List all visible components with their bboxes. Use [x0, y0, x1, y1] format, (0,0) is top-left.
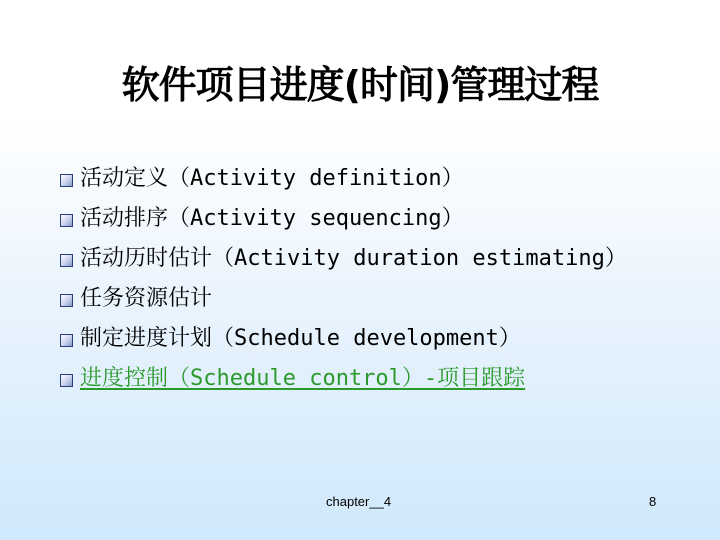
square-bullet-icon [60, 294, 73, 307]
page-number: 8 [649, 494, 657, 509]
bullet-item [60, 242, 700, 276]
bullet-list [60, 162, 700, 402]
bullet-text: 制定进度计划（Schedule development） [80, 326, 521, 351]
square-bullet-icon [60, 254, 73, 267]
bullet-text: 活动历时估计（Activity duration estimating） [80, 246, 627, 271]
bullet-item-link[interactable] [60, 362, 700, 396]
square-bullet-icon [60, 334, 73, 347]
bullet-item [60, 162, 700, 196]
bullet-item [60, 322, 700, 356]
bullet-item [60, 202, 700, 236]
bullet-text: 任务资源估计 [80, 286, 213, 311]
footer-chapter-label: chapter__4 [326, 494, 392, 509]
bullet-item [60, 282, 700, 316]
square-bullet-icon [60, 374, 73, 387]
bullet-link-text[interactable]: 进度控制（Schedule control）-项目跟踪 [80, 366, 526, 391]
slide-title: 软件项目进度(时间)管理过程 [121, 63, 599, 107]
square-bullet-icon [60, 174, 73, 187]
bullet-text: 活动定义（Activity definition） [80, 166, 464, 191]
square-bullet-icon [60, 214, 73, 227]
bullet-text: 活动排序（Activity sequencing） [80, 206, 464, 231]
